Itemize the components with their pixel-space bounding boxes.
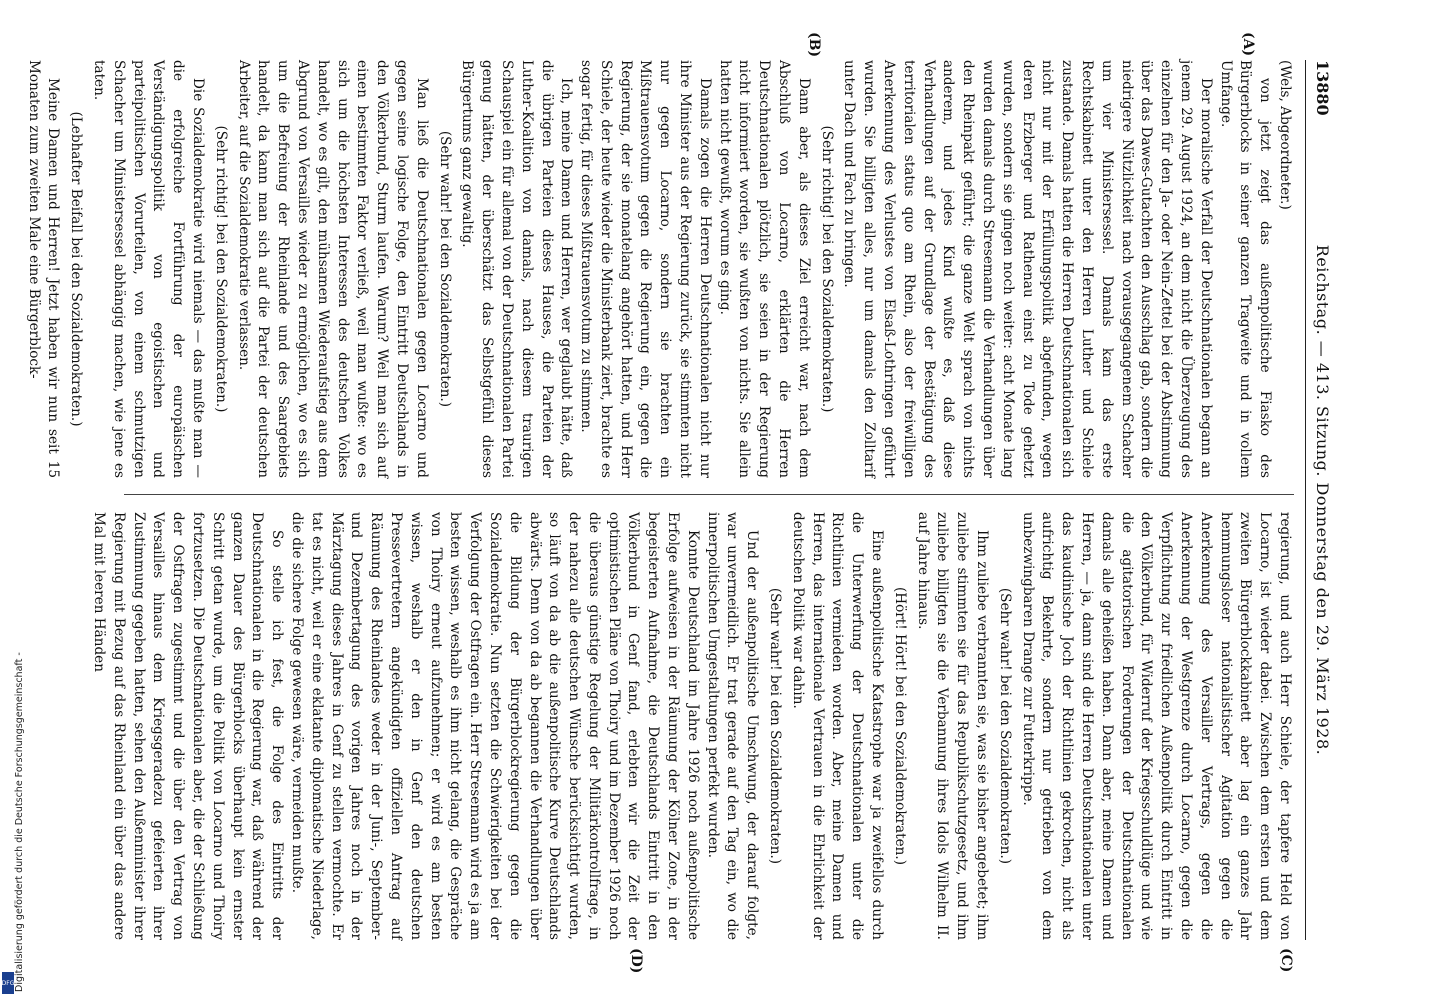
paragraph: Dann aber, als dieses Ziel erreicht war, nach dem Abschluß von Locarno, erklärten die Herren Deutschnationalen plötzlich, sie seien in der Regierung nicht informiert worden, sie wußten von nichts. Sie allein hatten nicht gewußt, worum es ging. bbox=[716, 60, 812, 478]
column-divider bbox=[124, 494, 1294, 495]
left-column bbox=[25, 60, 1294, 478]
margin-marker-a: (A) bbox=[1240, 32, 1256, 57]
dfg-logo: DFG bbox=[2, 972, 14, 994]
margin-marker-c: (C) bbox=[1278, 948, 1294, 973]
interjection: (Lebhafter Beifall bei den Sozialdemokraten.) bbox=[68, 111, 85, 427]
paragraph: So stelle ich fest, die Folge des Eintritts der Deutschnationalen in die Regierung war, daß während der ganzen Dauer des Bürgerblocks überhaupt kein ernster Schritt getan wurde, um die Politik von Locarno und Thoiry fortzusetzen. Die Deutschnationalen aber, die der Schließung der Ostfragen zugestimmt und die über den Vertrag von Versailles hinaus dem Kriegsgeradezu gefeierten ihrer Zustimmung gegeben hatten, sehen den Außenminister ihrer Regierung mit Bezug auf das Rheinland ein über das andere Mal mit leeren Händen bbox=[90, 512, 286, 940]
right-column bbox=[90, 512, 1294, 940]
page-number: 13880 bbox=[1313, 60, 1332, 116]
credit-text: Digitalisierung gefördert durch die Deutsche Forschungsgemeinschaft - bbox=[14, 652, 25, 992]
interjection: (Sehr wahr! bei den Sozialdemokraten.) bbox=[767, 587, 784, 865]
paragraph: von jetzt zeigt das außenpolitische Fiasko des Bürgerblocks in seiner ganzen Tragweite und in vollem Umfange. bbox=[1217, 60, 1274, 478]
interjection: (Sehr richtig! bei den Sozialdemokraten.) bbox=[212, 125, 229, 413]
interjection: (Sehr wahr! bei den Sozialdemokraten.) bbox=[996, 587, 1013, 865]
paragraph: Ihm zuliebe verbrannten sie, was sie bisher angebetet; ihm zuliebe stimmten sie für das Republikschutzgesetz, und ihm zuliebe billigten sie die Verbannung ihres Idols Wilhelm II. auf Jahre hinaus. bbox=[914, 512, 991, 940]
paragraph: Der moralische Verfall der Deutschnationalen begann an jenem 29. August 1924, an dem nicht die Überzeugung des einzelnen für den Ja- oder Nein-Zettel bei der Abstimmung über das Dawes-Gutachten den Ausschlag gab, sondern die niedrigere Nützlichkeit nach vorausgegangenem Schacher um vier Ministersessel. Damals kam das erste Rechtskabinett unter den Herren Luther und Schiele zustande. Damals hatten die Herren Deutschnationalen sich nicht nur mit der Erfüllungspolitik abgefunden, wegen deren Erzberger und Rathenau einst zu Tode gehetzt wurden, sondern sie gingen noch weiter: acht Monate lang wurden damals durch Stresemann die Verhandlungen über den Rheinpakt geführt; die ganze Welt sprach von nichts anderem, und jedes Kind wußte es, daß diese Verhandlungen auf der Grundlage der Bestätigung des territorialen status quo am Rhein, also der freiwilligen Anerkennung des Verlustes von Elsaß-Lothringen geführt wurden. Sie billigten alles, nur um damals den Zolltarif unter Dach und Fach zu bringen. bbox=[841, 60, 1214, 478]
paragraph: Und der außenpolitische Umschwung, der darauf folgte, war unvermeidlich. Er trat gerade auf den Tag ein, wo die innerpolitischen Umgestaltungen perfekt wurden. bbox=[704, 512, 761, 940]
paragraph: Ich, meine Damen und Herren, wer geglaubt hätte, daß die übrigen Parteien dieses Hauses, die Parteien der Luther-Koalition von damals, nach diesem traurigen Schauspiel ein für allemal von der Deutschnationalen Partei genug hätten, der überschätzt das Selbstgefühl dieses Bürgertums ganz gewaltig. bbox=[459, 60, 575, 478]
digitization-credit bbox=[1, 600, 25, 996]
interjection: (Sehr wahr! bei den Sozialdemokraten.) bbox=[436, 130, 453, 408]
paragraph: Man ließ die Deutschnationalen gegen Locarno und gegen seine logische Folge, den Eintritt Deutschlands in den Völkerbund, Sturm laufen. Warum? Weil man sich auf einen bestimmten Faktor verließ, weil man wußte: wo es sich um die höchsten Interessen des deutschen Volkes handelt, wo es gilt, den mühsamen Wiederaufstieg aus dem Abgrund von Versailles wieder zu ermöglichen, wo es sich um die Befreiung der Rheinlande und des Saargebiets handelt, da kann man sich auf die Partei der deutschen Arbeiter, auf die Sozialdemokratie verlassen. bbox=[235, 60, 430, 478]
paragraph: Eine außenpolitische Katastrophe war ja zweifellos durch die Unterwerfung der Deutschnationalen unter die Richtlinien vermieden worden. Aber, meine Damen und Herren, das internationale Vertrauen in die Ehrlichkeit der deutschen Politik war dahin. bbox=[789, 512, 886, 940]
paragraph: Meine Damen und Herren! Jetzt haben wir nun seit 15 Monaten zum zweiten Male eine Bürgerblock- bbox=[25, 60, 62, 478]
page-title: Reichstag. — 413. Sitzung. Donnerstag den 29. März 1928. bbox=[1313, 244, 1332, 756]
margin-marker-d: (D) bbox=[628, 948, 644, 974]
interjection: (Sehr richtig! bei den Sozialdemokraten.) bbox=[818, 125, 835, 413]
page-frame bbox=[25, 32, 1334, 974]
paragraph: Konnte Deutschland im Jahre 1926 noch außenpolitische Erfolge aufweisen in der Räumung der Kölner Zone, in der begeisterten Aufnahme, die Deutschlands Eintritt in den Völkerbund in Genf fand, erlebten wir die Zeit der optimistischen Pläne von Thoiry und im Dezember 1926 noch die überaus günstige Regelung der Militärkontrollfrage, in der nahezu alle deutschen Wünsche berücksichtigt wurden, so läuft von da ab die außenpolitische Kurve Deutschlands abwärts. Denn von da ab begannen die Verhandlungen über die Bildung der Bürgerblockregierung gegen die Sozialdemokratie. Nun setzten die Schwierigkeiten bei der Verfolgung der Ostfragen ein. Herr Stresemann wird es ja am besten wissen, weshalb es ihm nicht gelang, die Gespräche von Thoiry erneut aufzunehmen; er wird es am besten wissen, weshalb er den in Genf den deutschen Pressevertretern angekündigten offiziellen Antrag auf Räumung des Rheinlandes weder in der Juni-, September- und Dezembertagung des vorigen Jahres noch in der Märztagung dieses Jahres in Genf zu stellen vermochte. Er tat es nicht, weil er eine eklatante diplomatische Niederlage, die die sichere Folge gewesen wäre, vermeiden mußte. bbox=[288, 512, 701, 940]
paragraph: Die Sozialdemokratie wird niemals — das mußte man — die erfolgreiche Fortführung der europäischen Verständigungspolitik von egoistischen und parteipolitischen Vorurteilen, von einem schmutzigen Schacher um Ministersessel abhängig machen, wie jene es taten. bbox=[90, 60, 206, 478]
interjection: (Hört! Hört! bei den Sozialdemokraten.) bbox=[891, 586, 908, 866]
paragraph: Damals zogen die Herren Deutschnationalen nicht nur ihre Minister aus der Regierung zurück, sie stimmten nicht nur gegen Locarno, sondern sie brachten ein Mißtrauensvotum gegen die Regierung ein, gegen die Regierung, der sie monatelang angehört hatten, und Herr Schiele, der heute wieder die Ministerbank ziert, brachte es sogar fertig, für dieses Mißtrauensvotum zu stimmen. bbox=[578, 60, 713, 478]
paragraph: regierung, und auch Herr Schiele, der tapfere Held von Locarno, ist wieder dabei. Zwischen dem ersten und dem zweiten Bürgerblockkabinett aber lag ein ganzes Jahr hemmungsloser nationalistischer Agitation gegen die Anerkennung des Versailler Vertrags, gegen die Anerkennung der Westgrenze durch Locarno, gegen die Verpflichtung zur friedlichen Außenpolitik durch Eintritt in den Völkerbund, für Widerruf der Kriegsschuldlüge und wie die agitatorischen Forderungen der Deutschnationalen damals alle geheißen haben. Dann aber, meine Damen und Herren, — ja, dann sind die Herren Deutschnationalen unter das kaudinische Joch der Richtlinien gekrochen, nicht als aufrichtig Bekehrte, sondern nur getrieben von dem unbezwingbaren Drange zur Futterkrippe. bbox=[1019, 512, 1293, 940]
paragraph: (Wels, Abgeordneter.) bbox=[1277, 60, 1293, 210]
margin-marker-b: (B) bbox=[806, 32, 822, 58]
page-header bbox=[1305, 60, 1334, 940]
